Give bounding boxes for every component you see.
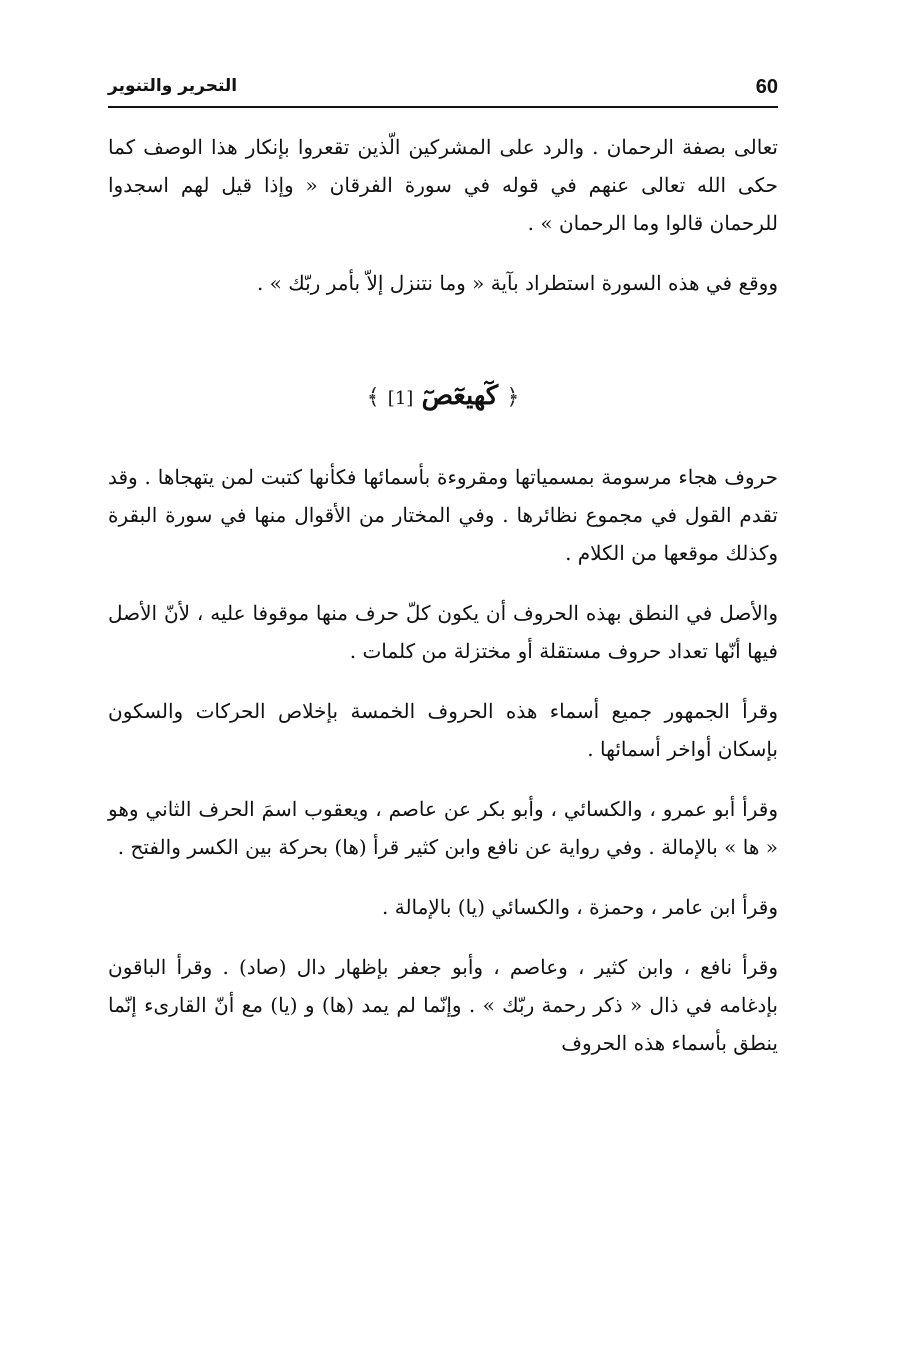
running-title: التحرير والتنوير (108, 76, 238, 96)
ornament-bracket-left: ﴾ (366, 385, 380, 410)
paragraph: تعالى بصفة الرحمان . والرد على المشركين الّذين تقعروا بإنكار هذا الوصف كما حكى الله تعالى عنهم في قوله في سورة الفرقان « وإذا قيل لهم اسجدوا للرحمان قالوا وما الرحمان » . (108, 135, 778, 235)
body-text-bottom (108, 458, 778, 1062)
verse-number: [1] (387, 388, 414, 409)
paragraph: وقرأ ابن عامر ، وحمزة ، والكسائي (يا) بالإمالة . (382, 895, 778, 919)
paragraph: وقرأ الجمهور جميع أسماء هذه الحروف الخمسة بإخلاص الحركات والسكون بإسكان أواخر أسمائها . (108, 699, 778, 761)
paragraph: وقرأ أبو عمرو ، والكسائي ، وأبو بكر عن عاصم ، ويعقوب اسمَ الحرف الثاني وهو « ها » بالإمالة . وفي رواية عن نافع وابن كثير قرأ (ها) بحركة بين الكسر والفتح . (108, 797, 778, 859)
ornament-bracket-right: ﴿ (506, 385, 520, 410)
paragraph: ووقع في هذه السورة استطراد بآية « وما نتنزل إلاّ بأمر ربّك » . (256, 271, 778, 295)
page-number: 60 (755, 76, 778, 98)
paragraph: والأصل في النطق بهذه الحروف أن يكون كلّ حرف منها موقوفا عليه ، لأنّ الأصل فيها أنّها تعداد حروف مستقلة أو مختزلة من كلمات . (108, 601, 778, 663)
paragraph: وقرأ نافع ، وابن كثير ، وعاصم ، وأبو جعفر بإظهار دال (صاد) . وقرأ الباقون بإدغامه في ذال « ذكر رحمة ربّك » . وإنّما لم يمد (ها) و (يا) مع أنّ القارىء إنّما ينطق بأسماء هذه الحروف (108, 955, 778, 1055)
verse-text: كٓهيعٓصٓ (421, 381, 499, 411)
page-header (108, 72, 778, 108)
paragraph: حروف هجاء مرسومة بمسمياتها ومقروءة بأسمائها فكأنها كتبت لمن يتهجاها . وقد تقدم القول في مجموع نظائرها . وفي المختار من الأقوال منها في سورة البقرة وكذلك موقعها من الكلام . (108, 465, 778, 565)
body-text-top (108, 128, 778, 302)
verse-heading (108, 374, 778, 421)
